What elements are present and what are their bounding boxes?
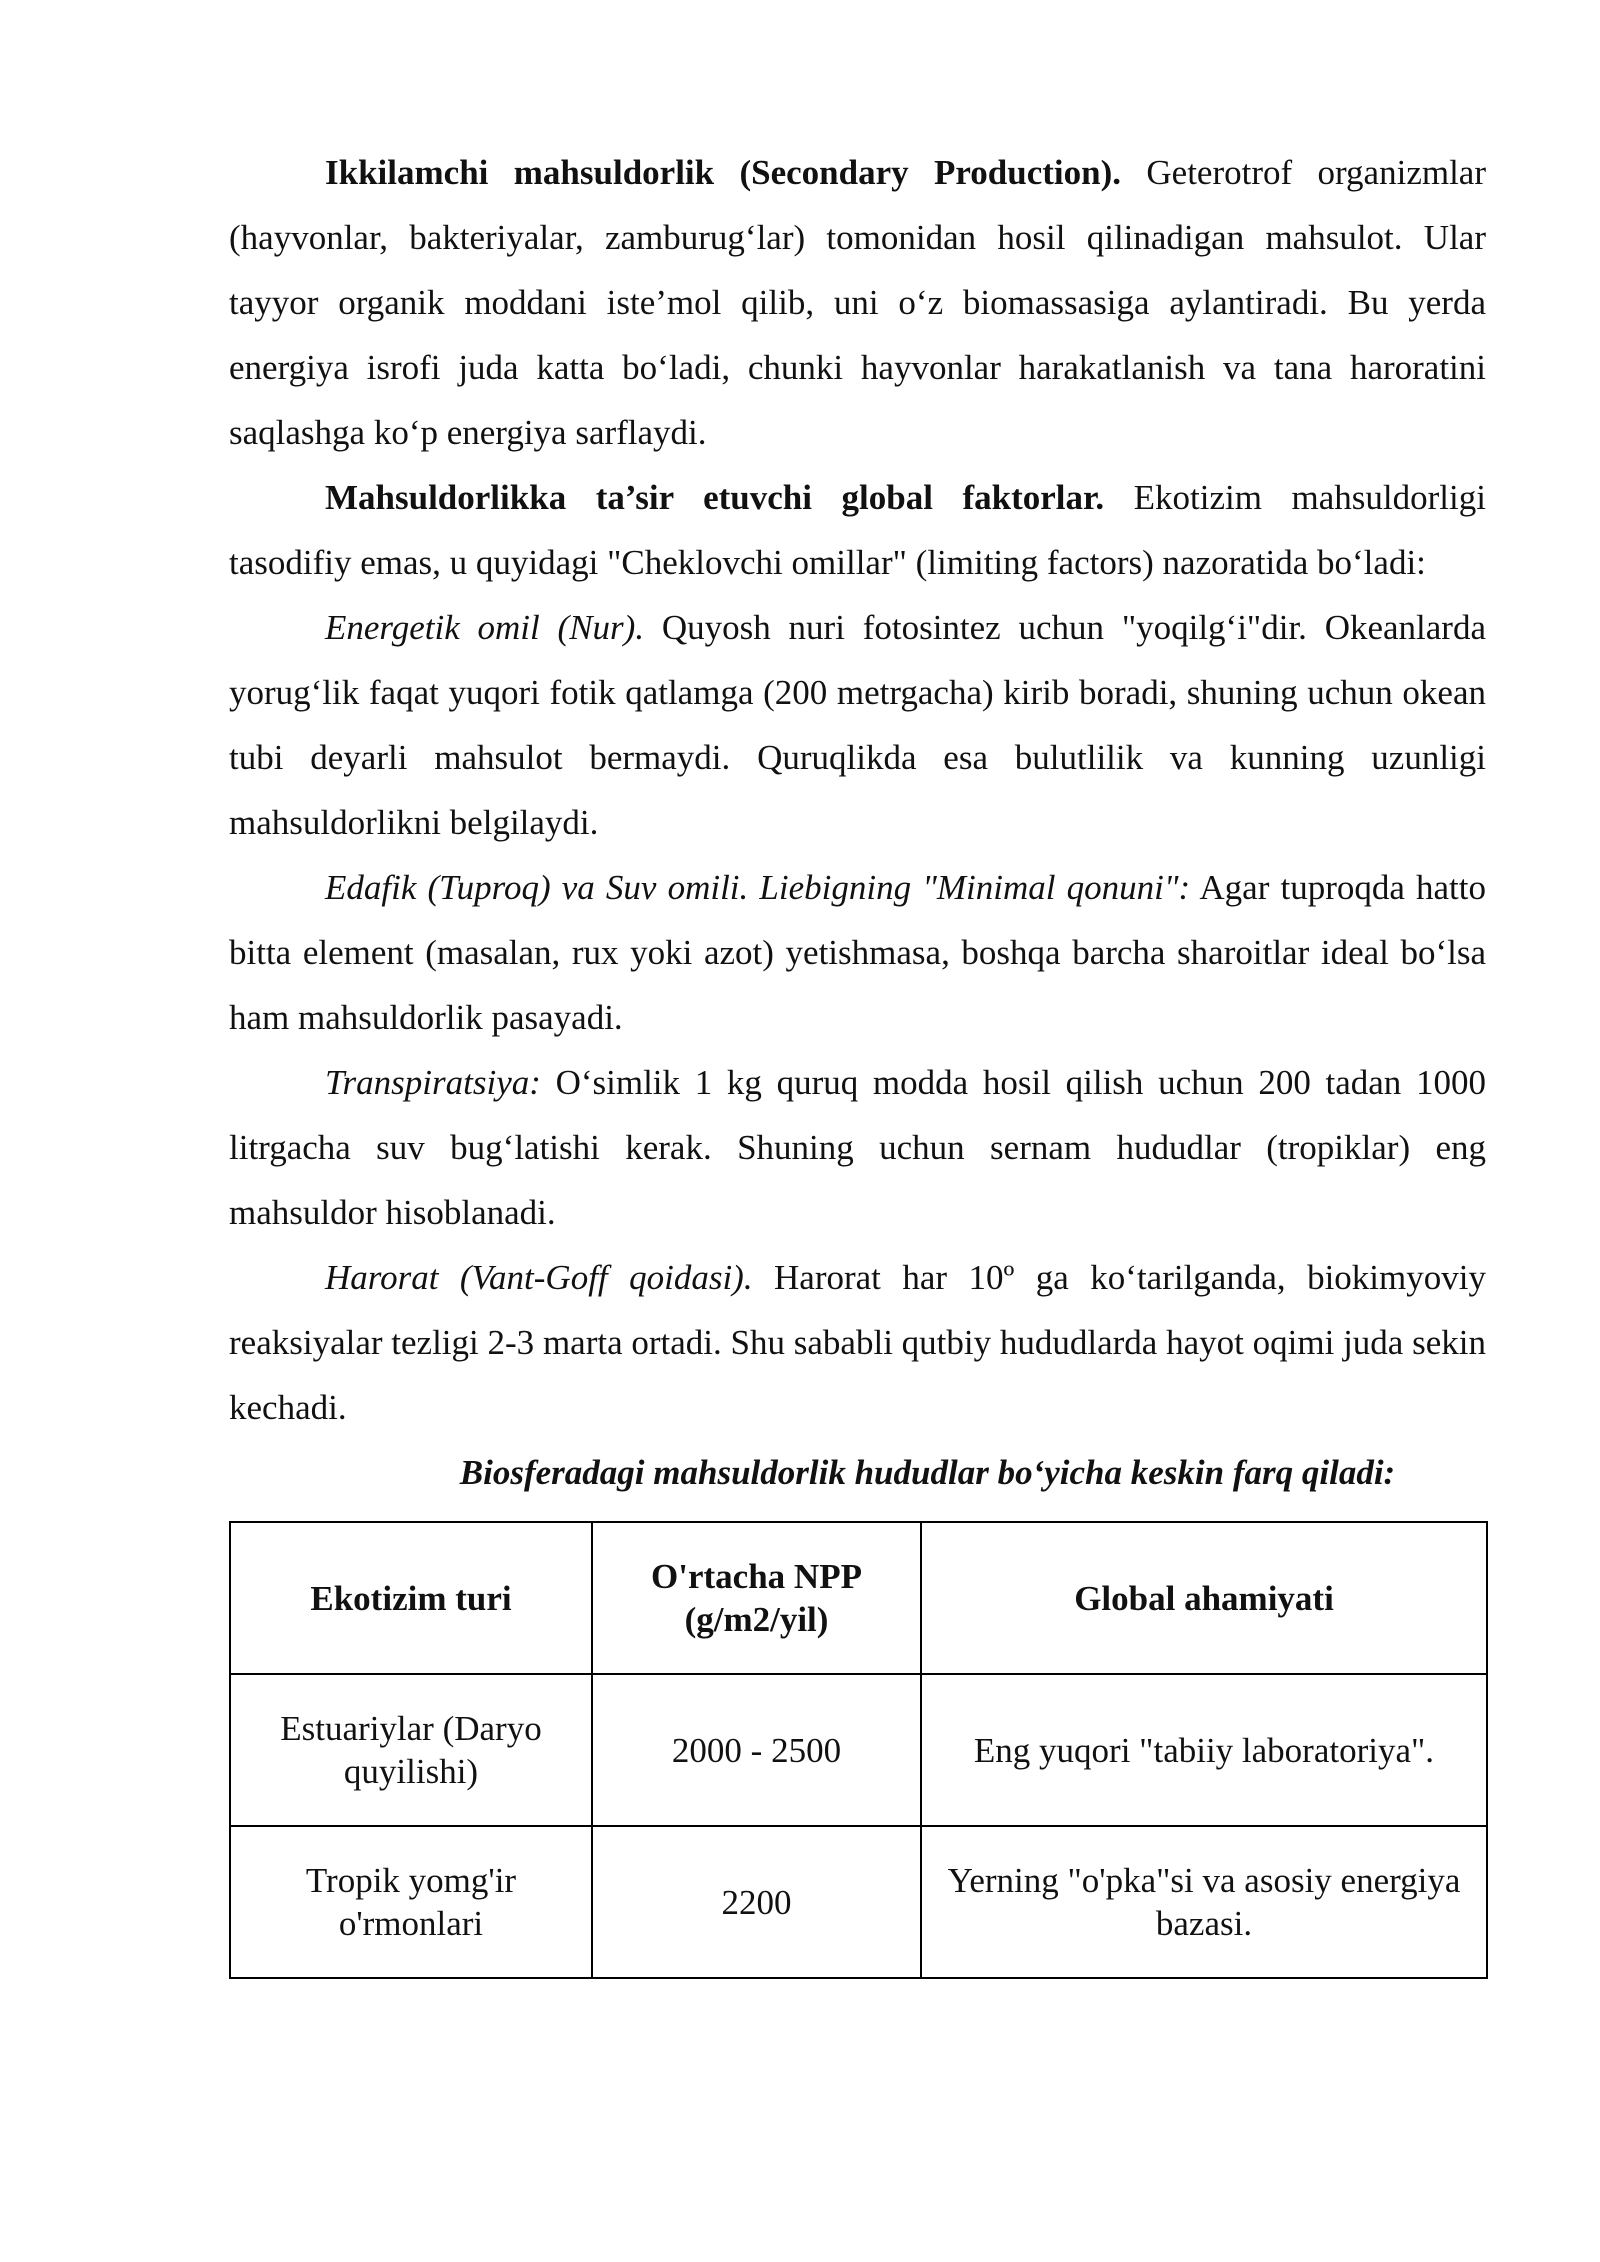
table-cell: Yerning "o'pka"si va asosiy energiya bazasi. bbox=[921, 1826, 1487, 1978]
document-page bbox=[229, 140, 1486, 1979]
paragraph-text: O‘simlik 1 kg quruq modda hosil qilish uchun 200 tadan 1000 litrgacha suv bug‘latishi kerak. Shuning uchun sernam hududlar (tropiklar) eng mahsuldor hisoblanadi. bbox=[229, 1063, 1486, 1232]
paragraph-italic-lead: Harorat (Vant-Goff qoidasi). bbox=[325, 1258, 753, 1297]
paragraph-global-factors bbox=[229, 465, 1486, 595]
table-cell: 2200 bbox=[592, 1826, 921, 1978]
paragraph-edaphic-factor bbox=[229, 855, 1486, 1050]
paragraph-text: Quyosh nuri fotosintez uchun "yoqilg‘i"dir. Okeanlarda yorug‘lik faqat yuqori fotik qatlamga (200 metrgacha) kirib boradi, shuning uchun okean tubi deyarli mahsulot bermaydi. Quruqlikda esa bulutlilik va kunning uzunligi mahsuldorlikni belgilaydi. bbox=[229, 608, 1486, 842]
table-cell: Eng yuqori "tabiiy laboratoriya". bbox=[921, 1674, 1487, 1826]
paragraph-text: Harorat har 10º ga ko‘tarilganda, biokimyoviy reaksiyalar tezligi 2-3 marta ortadi. Shu sababli qutbiy hududlarda hayot oqimi juda sekin kechadi. bbox=[229, 1258, 1486, 1427]
table-cell: Tropik yomg'ir o'rmonlari bbox=[230, 1826, 592, 1978]
table-caption: Biosferadagi mahsuldorlik hududlar bo‘yicha keskin farq qiladi: bbox=[459, 1453, 1396, 1492]
table-header-cell: Global ahamiyati bbox=[921, 1522, 1487, 1674]
paragraph-heading: Mahsuldorlikka ta’sir etuvchi global faktorlar. bbox=[325, 478, 1105, 517]
table-row bbox=[230, 1826, 1487, 1978]
paragraph-italic-lead: Edafik (Tuproq) va Suv omili. Liebigning "Minimal qonuni": bbox=[325, 868, 1191, 907]
npp-table bbox=[229, 1521, 1488, 1979]
table-header-row bbox=[230, 1522, 1487, 1674]
paragraph-text: Ekotizim mahsuldorligi tasodifiy emas, u quyidagi "Cheklovchi omillar" (limiting factors) nazoratida bo‘ladi: bbox=[229, 478, 1486, 582]
paragraph-italic-lead: Transpiratsiya: bbox=[325, 1063, 541, 1102]
paragraph-text: Geterotrof organizmlar (hayvonlar, bakteriyalar, zamburug‘lar) tomonidan hosil qilinadigan mahsulot. Ular tayyor organik moddani iste’mol qilib, uni o‘z biomassasiga aylantiradi. Bu yerda energiya isrofi juda katta bo‘ladi, chunki hayvonlar harakatlanish va tana haroratini saqlashga ko‘p energiya sarflaydi. bbox=[229, 153, 1486, 452]
table-cell: Estuariylar (Daryo quyilishi) bbox=[230, 1674, 592, 1826]
paragraph-energy-factor bbox=[229, 595, 1486, 855]
table-cell: 2000 - 2500 bbox=[592, 1674, 921, 1826]
paragraph-temperature bbox=[229, 1245, 1486, 1440]
paragraph-heading: Ikkilamchi mahsuldorlik (Secondary Production). bbox=[325, 153, 1122, 192]
table-row bbox=[230, 1674, 1487, 1826]
paragraph-text: Agar tuproqda hatto bitta element (masalan, rux yoki azot) yetishmasa, boshqa barcha sharoitlar ideal bo‘lsa ham mahsuldorlik pasayadi. bbox=[229, 868, 1486, 1037]
table-header-cell: O'rtacha NPP (g/m2/yil) bbox=[592, 1522, 921, 1674]
paragraph-transpiration bbox=[229, 1050, 1486, 1245]
paragraph-italic-lead: Energetik omil (Nur). bbox=[325, 608, 645, 647]
paragraph-secondary-production bbox=[229, 140, 1486, 465]
table-header-cell: Ekotizim turi bbox=[230, 1522, 592, 1674]
